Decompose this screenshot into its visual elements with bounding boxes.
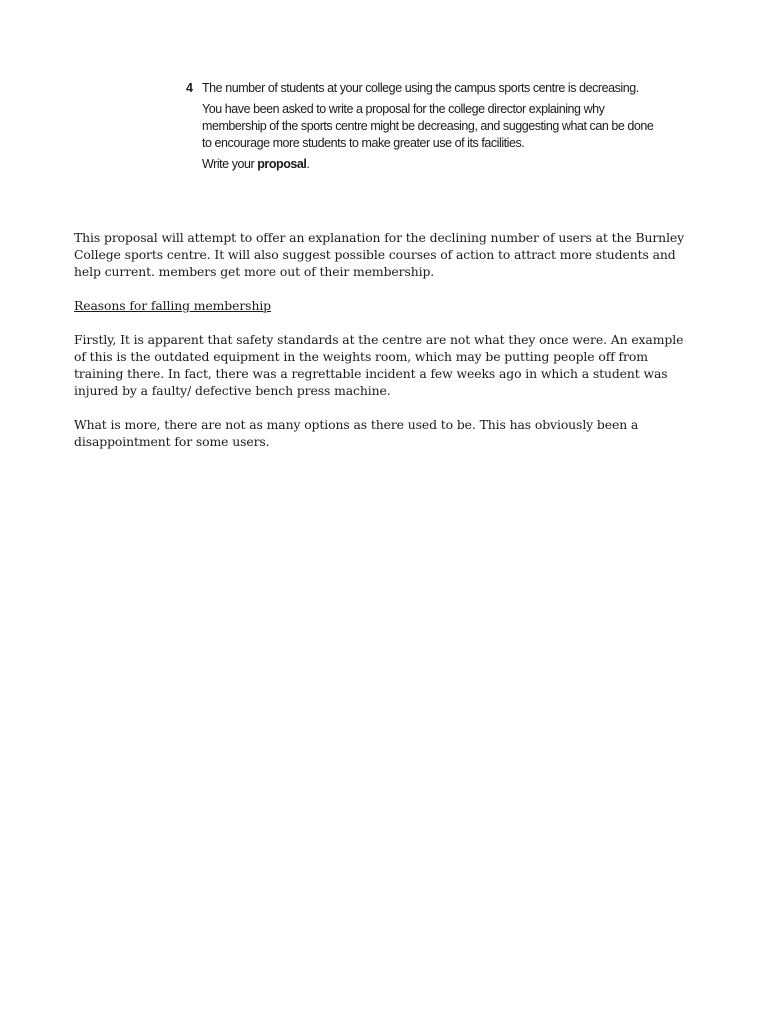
task-sentence-2: You have been asked to write a proposal for the college director explaining why membership of the sports centre might be decreasing, and suggesting what can be done to encourage more students to make greater use of its facilities. <box>202 102 654 150</box>
task-prompt-image <box>186 80 656 173</box>
task-instruction-suffix: . <box>306 157 310 171</box>
task-instruction-prefix: Write your <box>202 157 258 171</box>
task-instruction <box>202 156 656 173</box>
task-instruction-bold: proposal <box>257 157 307 171</box>
section-heading: Reasons for falling membership <box>74 298 272 313</box>
essay-text <box>74 229 694 467</box>
task-body <box>202 80 656 173</box>
essay-paragraph-1: Firstly, It is apparent that safety standards at the centre are not what they once were. An example of this is the outdated equipment in the weights room, which may be putting people off from training there. In fact, there was a regrettable incident a few weeks ago in which a student was injured by a faulty/ defective bench press machine. <box>74 332 684 398</box>
essay-paragraph-2: What is more, there are not as many options as there used to be. This has obviously been a disappointment for some users. <box>74 417 639 449</box>
task-sentence-1: The number of students at your college using the campus sports centre is decreasing. <box>202 81 639 95</box>
essay-intro-paragraph: This proposal will attempt to offer an explanation for the declining number of users at the Burnley College sports centre. It will also suggest possible courses of action to attract more students and help current. members get more out of their membership. <box>74 230 685 279</box>
task-number: 4 <box>186 81 193 95</box>
